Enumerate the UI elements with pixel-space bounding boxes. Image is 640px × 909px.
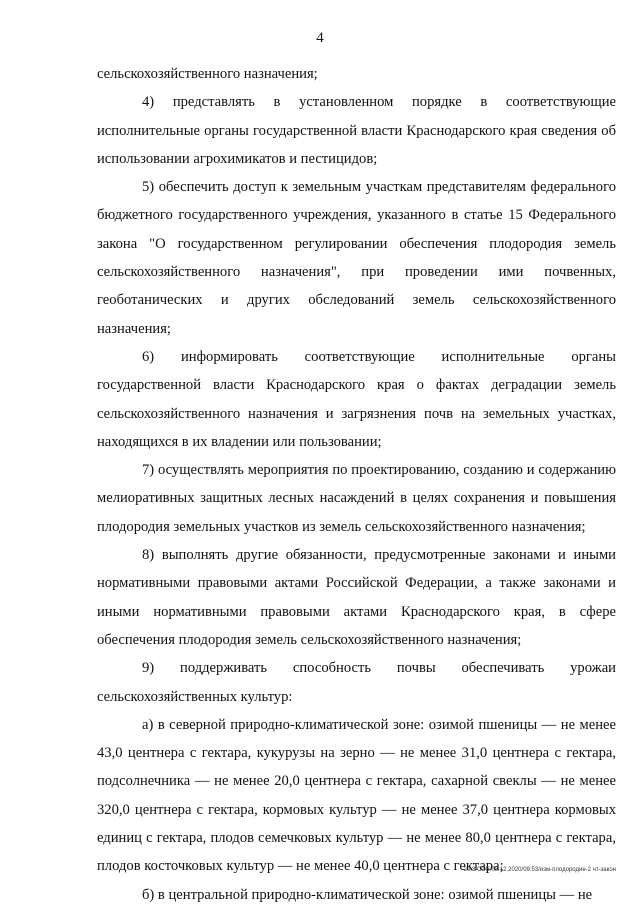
paragraph-item-4: 4) представлять в установленном порядке в соответствующие исполнительные органы государственной власти Краснодарского края сведения об использовании агрохимикатов и пестицидов; [97, 94, 616, 167]
document-body [97, 60, 616, 909]
paragraph-subitem-a: а) в северной природно-климатической зоне: озимой пшеницы — не менее 43,0 центнера с гектара, кукурузы на зерно — не менее 31,0 центнера с гектара, подсолнечника — не менее 20,0 центнера с гектара, сахарной свеклы — не менее 320,0 центнера с гектара, кормовых культур — не менее 37,0 центнера кормовых единиц с гектара, плодов семечковых культур — не менее 80,0 центнера с гектара, плодов косточковых культур — не менее 40,0 центнера с гектара; [97, 716, 616, 875]
paragraph-item-8: 8) выполнять другие обязанности, предусмотренные законами и иными нормативными правовыми актами Российской Федерации, а также законами и иными нормативными правовыми актами Краснодарского края, в сфере обеспечения плодородия земель сельскохозяйственного назначения; [97, 547, 616, 648]
paragraph-item-5: 5) обеспечить доступ к земельным участкам представителям федерального бюджетного государственного учреждения, указанного в статье 15 Федерального закона "О государственном регулировании обеспечения плодородия земель сельскохозяйственного назначения", при проведении ими почвенных, геоботанических и других обследований земель сельскохозяйственного назначения; [97, 179, 616, 337]
page-number: 4 [316, 30, 324, 46]
document-footer-reference: 20.3/СОВ/08.12.2020/09:53/изм-плодородие-2 чт-закон [463, 867, 616, 873]
paragraph-item-9: 9) поддерживать способность почвы обеспечивать урожаи сельскохозяйственных культур: [97, 660, 616, 705]
paragraph-subitem-b: б) в центральной природно-климатической зоне: озимой пшеницы — не [142, 886, 593, 903]
paragraph-item-6: 6) информировать соответствующие исполнительные органы государственной власти Краснодарского края о фактах деградации земель сельскохозяйственного назначения и загрязнения почв на земельных участках, находящихся в их владении или пользовании; [97, 348, 616, 450]
paragraph-continuation: сельскохозяйственного назначения; [97, 66, 318, 82]
paragraph-item-7: 7) осуществлять мероприятия по проектированию, созданию и содержанию мелиоративных защитных лесных насаждений в целях сохранения и повышения плодородия земельных участков из земель сельскохозяйственного назначения; [97, 462, 616, 535]
